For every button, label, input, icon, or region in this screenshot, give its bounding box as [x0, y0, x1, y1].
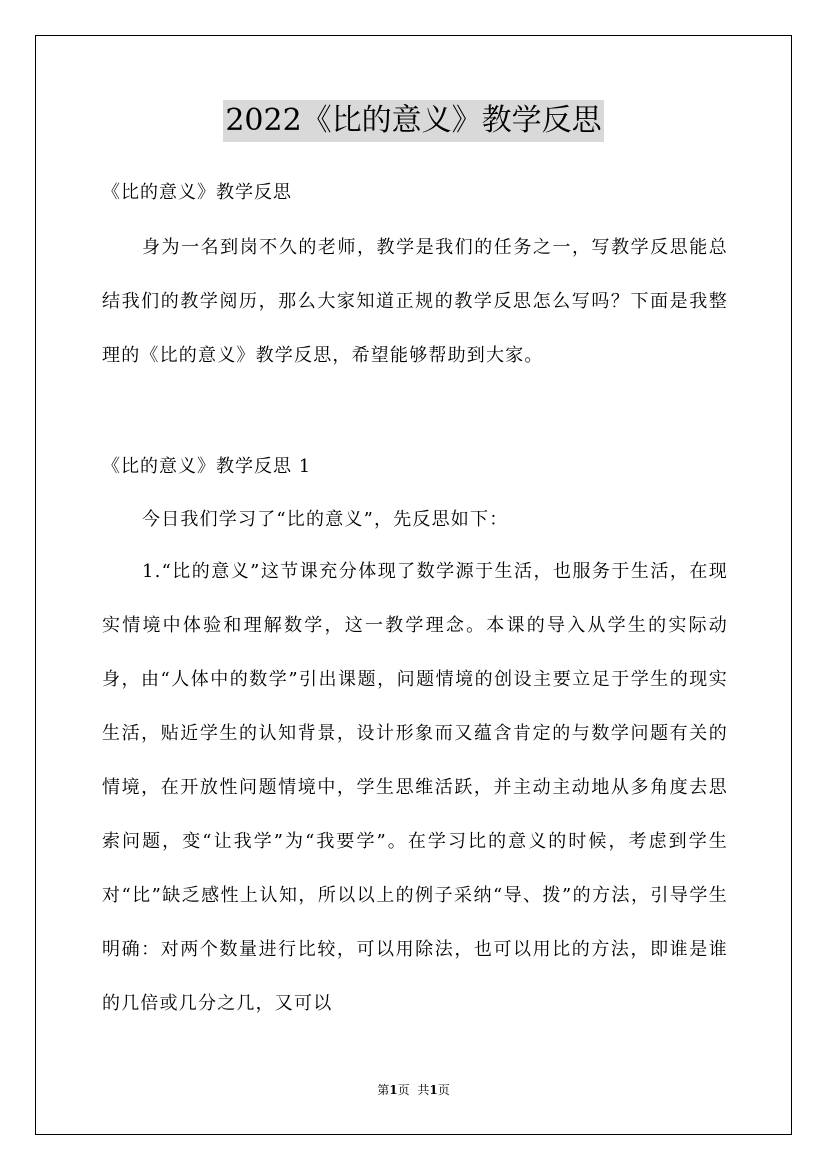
title-wrap: [0, 100, 827, 142]
document-title: 2022《比的意义》教学反思: [223, 100, 603, 142]
footer-page-unit: 页: [397, 1083, 410, 1097]
footer-total-unit: 页: [437, 1083, 450, 1097]
footer-page-num: 1: [389, 1083, 398, 1097]
footer-page-label: 第: [377, 1083, 390, 1097]
section-heading-1: 《比的意义》教学反思 1: [102, 456, 312, 477]
footer-total-num: 1: [429, 1083, 438, 1097]
document-subtitle: 《比的意义》教学反思: [102, 182, 292, 203]
footer-total-label: 共: [417, 1083, 430, 1097]
intro-paragraph: 身为一名到岗不久的老师，教学是我们的任务之一，写教学反思能总结我们的教学阅历，那么大家知道正规的教学反思怎么写吗？下面是我整理的《比的意义》教学反思，希望能够帮助到大家。: [102, 237, 728, 366]
section1-paragraph-1: 今日我们学习了“比的意义”，先反思如下：: [142, 509, 509, 530]
page-footer: [0, 1082, 827, 1098]
section1-paragraph-2: 1.“比的意义”这节课充分体现了数学源于生活，也服务于生活，在现实情境中体验和理解数学，这一教学理念。本课的导入从学生的实际动身，由“人体中的数学”引出课题，问题情境的创设主要立足于学生的现实生活，贴近学生的认知背景，设计形象而又蕴含肯定的与数学问题有关的情境，在开放性问题情境中，学生思维活跃，并主动主动地从多角度去思索问题，变“让我学”为“我要学”。在学习比的意义的时候，考虑到学生对“比”缺乏感性上认知，所以以上的例子采纳“导、拨”的方法，引导学生明确：对两个数量进行比较，可以用除法，也可以用比的方法，即谁是谁的几倍或几分之几，又可以: [102, 561, 728, 1014]
